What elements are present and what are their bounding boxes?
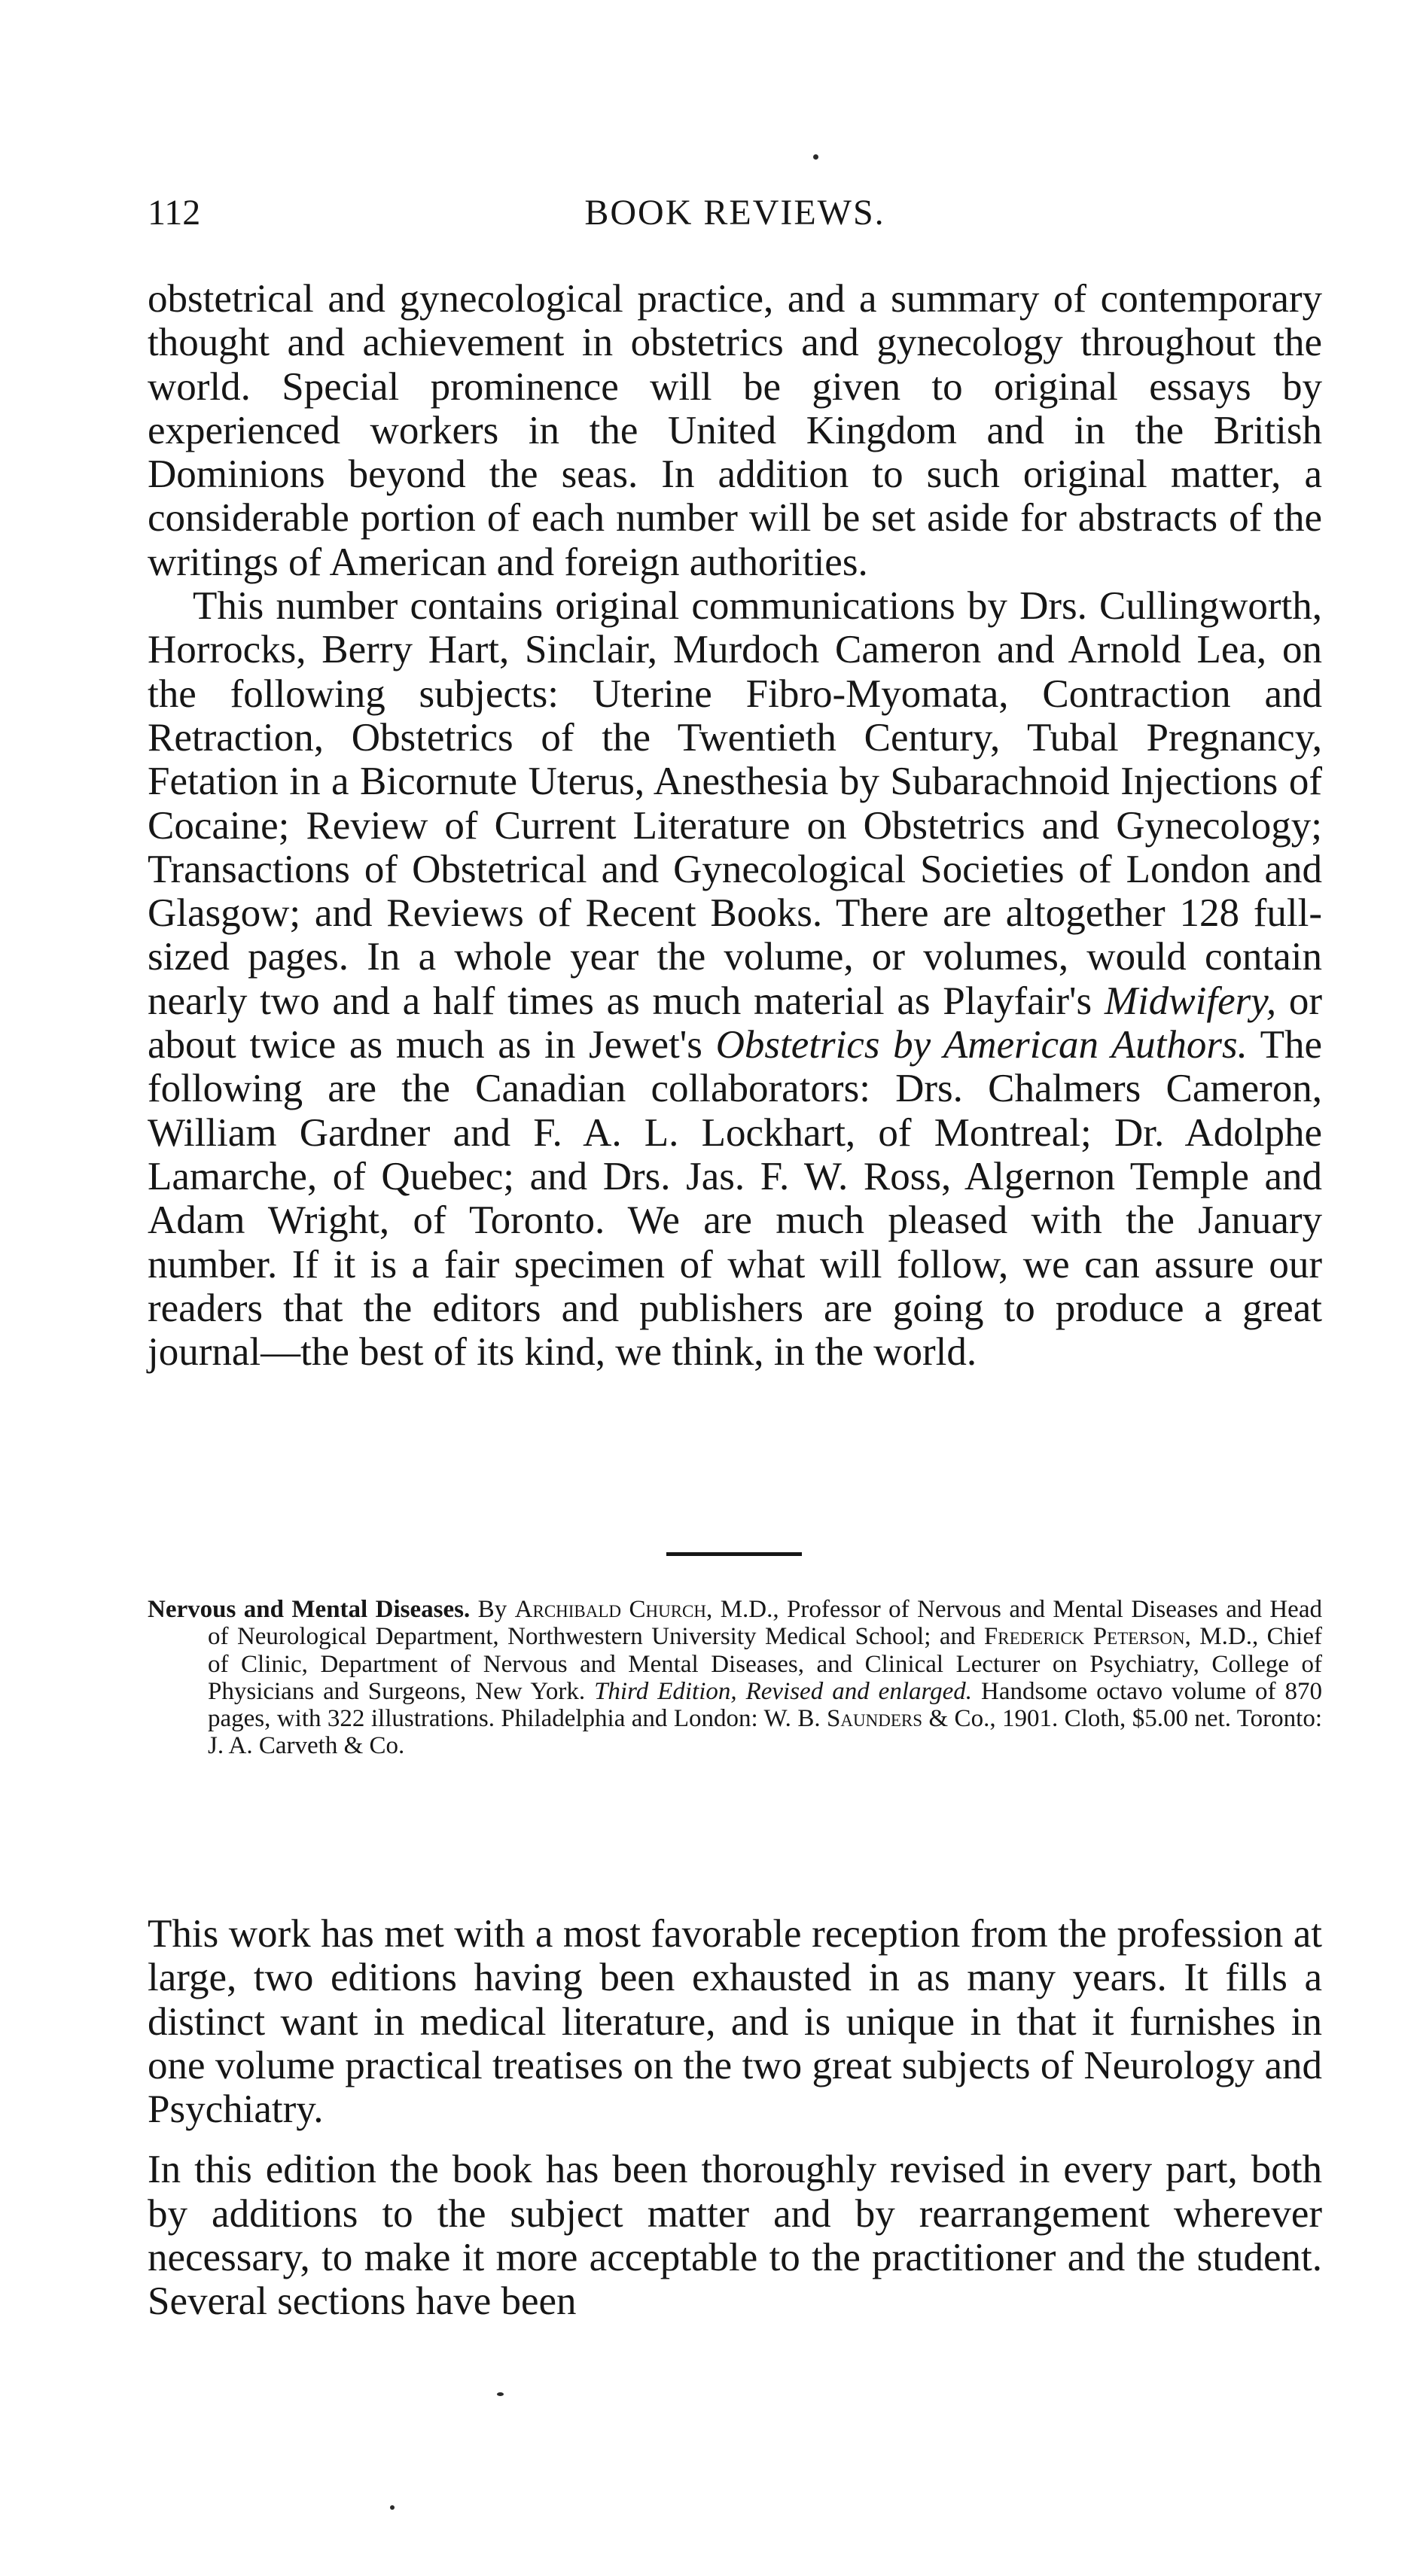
citation-by: By bbox=[470, 1596, 515, 1623]
print-speck bbox=[390, 2505, 395, 2510]
review-two-paragraph-2: In this edition the book has been thoroughly revised in every part, both by additions to the subject matter and by rearrangement wherever necessary, to make it more acceptable to the practitioner and the student. Several sections have been bbox=[148, 2148, 1322, 2324]
review-one bbox=[148, 277, 1322, 1374]
review-one-paragraph-1: obstetrical and gynecological practice, and a summary of contemporary thought and achievement in obstetrics and gynecology throughout the world. Special prominence will be given to original essays by experienced workers in the United Kingdom and in the British Dominions beyond the seas. In addition to such original matter, a considerable portion of each number will be set aside for abstracts of the writings of American and foreign authorities. bbox=[148, 277, 1322, 584]
citation-edition: Third Edition, Revised and enlarged. bbox=[594, 1677, 973, 1705]
citation-text-2: , M.D., Chief of Clinic, Department of Nervous and Mental Diseases, and Clinical Lecturer on Psychiatry, College of Physicians and Surgeons, New York. bbox=[208, 1623, 1322, 1705]
review-two bbox=[148, 1912, 1322, 2324]
page-number: 112 bbox=[148, 193, 201, 233]
citation-author-1: Archibald Church bbox=[514, 1596, 706, 1623]
citation-author-2: Frederick Peterson bbox=[983, 1623, 1185, 1651]
section-divider bbox=[666, 1552, 802, 1556]
review-one-paragraph-2-text-1: This number contains original communications by Drs. Cullingworth, Horrocks, Berry Hart, Sinclair, Murdoch Cameron and Arnold Lea, on the following subjects: Uterine Fibro-Myomata, Contraction and Retraction, Obstetrics of the Twentieth Century, Tubal Pregnancy, Fetation in a Bicornute Uterus, Anesthesia by Subarachnoid Injections of Cocaine; Review of Current Literature on Obstetrics and Gynecology; Transactions of Obstetrical and Gynecological Societies of London and Glasgow; and Reviews of Recent Books. There are altogether 128 full-sized pages. In a whole year the volume, or volumes, would contain nearly two and a half times as much material as Playfair's bbox=[148, 584, 1322, 1023]
review-one-paragraph-2 bbox=[148, 584, 1322, 1374]
review-one-paragraph-2-text-3: The following are the Canadian collaborators: Drs. Chalmers Cameron, William Gardner and F. A. L. Lockhart, of Montreal; Dr. Adolphe Lamarche, of Quebec; and Drs. Jas. F. W. Ross, Algernon Temple and Adam Wright, of Toronto. We are much pleased with the January number. If it is a fair specimen of what will follow, we can assure our readers that the editors and publishers are going to produce a great journal—the best of its kind, we think, in the world. bbox=[148, 1023, 1322, 1375]
citation-publisher: Saunders bbox=[827, 1705, 923, 1733]
book-citation bbox=[148, 1596, 1322, 1760]
citation-title: Nervous and Mental Diseases. bbox=[148, 1596, 471, 1623]
print-speck bbox=[813, 154, 818, 160]
book-title-midwifery: Midwifery, bbox=[1104, 979, 1277, 1023]
citation-text-3: Handsome octavo volume of 870 pages, with 322 illustrations. Philadelphia and London: W. B. bbox=[208, 1677, 1323, 1733]
citation-text-4: & Co., 1901. Cloth, $5.00 net. Toronto: J. A. Carveth & Co. bbox=[208, 1705, 1322, 1760]
page-header bbox=[148, 187, 1322, 239]
book-title-obstetrics: Obstetrics by American Authors. bbox=[715, 1023, 1248, 1067]
citation-text-1: , M.D., Professor of Nervous and Mental Diseases and Head of Neurological Department, Northwestern University Medical School; and bbox=[208, 1596, 1322, 1651]
print-speck bbox=[497, 2392, 504, 2396]
running-head: BOOK REVIEWS. bbox=[584, 193, 885, 233]
review-two-paragraph-1: This work has met with a most favorable reception from the profession at large, two editions having been exhausted in as many years. It fills a distinct want in medical literature, and is unique in that it furnishes in one volume practical treatises on the two great subjects of Neurology and Psychiatry. bbox=[148, 1912, 1322, 2132]
review-one-paragraph-2-text-2: or about twice as much as in Jewet's bbox=[148, 979, 1322, 1067]
